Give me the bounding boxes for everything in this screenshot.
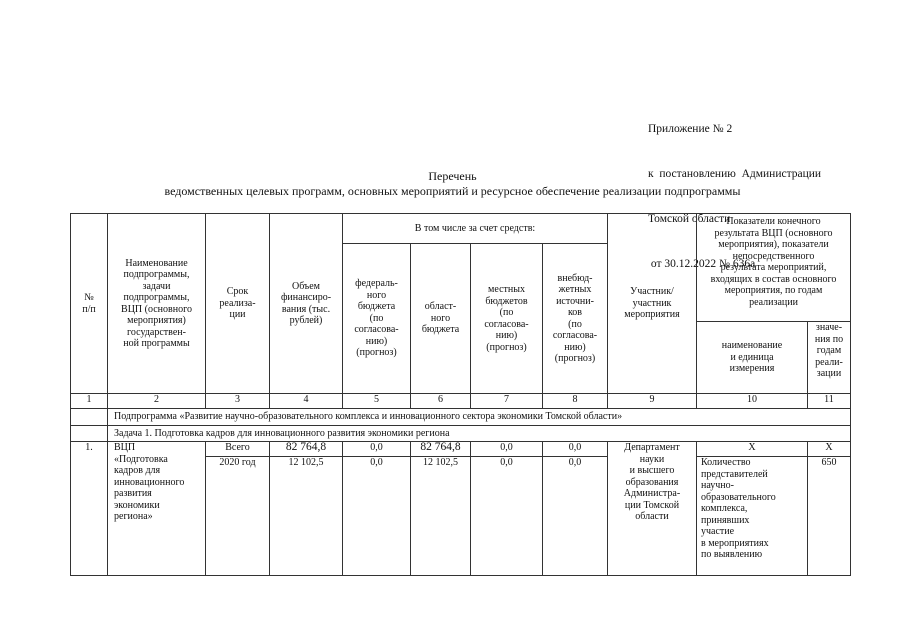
header-term: Срок реализа- ции (206, 214, 270, 394)
indicator-name-2020: Количество представителей научно- образовательного комплекса, принявших участие в мероприятиях по выявлению (697, 457, 808, 576)
column-number: 3 (206, 394, 270, 409)
column-number: 10 (697, 394, 808, 409)
row-number: 1. (71, 442, 108, 576)
header-num: № п/п (71, 214, 108, 394)
header-indicator-values: значе- ния по годам реали- зации (808, 322, 851, 394)
column-number: 9 (608, 394, 697, 409)
column-number: 2 (108, 394, 206, 409)
subprogram-row (71, 409, 851, 426)
subprogram-title: Подпрограмма «Развитие научно-образовательного комплекса и инновационного сектора экономики Томской области» (108, 409, 851, 426)
appendix-line-2: к постановлению Администрации (648, 168, 822, 180)
programs-table (70, 213, 851, 576)
regional-total: 82 764,8 (411, 442, 471, 457)
term-total: Всего (206, 442, 270, 457)
header-participant: Участник/ участник мероприятия (608, 214, 697, 394)
column-number: 7 (471, 394, 543, 409)
task-row (71, 426, 851, 442)
header-federal: федераль- ного бюджета (по согласова- нию) (прогноз) (343, 244, 411, 394)
local-total: 0,0 (471, 442, 543, 457)
header-extra: внебюд- жетных источни- ков (по согласова- нию) (прогноз) (543, 244, 608, 394)
row-program-name: ВЦП «Подготовка кадров для инновационного развития экономики региона» (108, 442, 206, 576)
federal-total: 0,0 (343, 442, 411, 457)
column-number-row (71, 394, 851, 409)
title-line-2: ведомственных целевых программ, основных мероприятий и ресурсное обеспечение реализации подпрограммы (164, 184, 741, 198)
header-indicator-name: наименование и единица измерения (697, 322, 808, 394)
extra-total: 0,0 (543, 442, 608, 457)
column-number: 5 (343, 394, 411, 409)
header-row-1 (71, 214, 851, 244)
subprogram-num-cell (71, 409, 108, 426)
column-number: 8 (543, 394, 608, 409)
volume-2020: 12 102,5 (270, 457, 343, 576)
term-2020: 2020 год (206, 457, 270, 576)
local-2020: 0,0 (471, 457, 543, 576)
volume-total: 82 764,8 (270, 442, 343, 457)
document-title (0, 169, 905, 199)
header-volume: Объем финансиро- вания (тыс. рублей) (270, 214, 343, 394)
column-number: 4 (270, 394, 343, 409)
task-num-cell (71, 426, 108, 442)
header-name: Наименование подпрограммы, задачи подпрограммы, ВЦП (основного мероприятия) государствен- ной программы (108, 214, 206, 394)
column-number: 1 (71, 394, 108, 409)
column-number: 6 (411, 394, 471, 409)
column-number: 11 (808, 394, 851, 409)
table-row (71, 442, 851, 457)
indicator-value-2020: 650 (808, 457, 851, 576)
indicator-value-total: Х (808, 442, 851, 457)
indicator-name-total: Х (697, 442, 808, 457)
extra-2020: 0,0 (543, 457, 608, 576)
task-title: Задача 1. Подготовка кадров для инновационного развития экономики региона (108, 426, 851, 442)
appendix-line-4: от 30.12.2022 № 636а (648, 258, 756, 270)
header-regional: област- ного бюджета (411, 244, 471, 394)
federal-2020: 0,0 (343, 457, 411, 576)
title-line-1: Перечень (428, 169, 477, 183)
header-indicators-group: Показатели конечного результата ВЦП (основного мероприятия), показатели непосредственного результата мероприятий, входящих в состав основного мероприятия, по годам реализации (697, 214, 851, 322)
appendix-line-3: Томской области (648, 213, 731, 225)
appendix-line-1: Приложение № 2 (648, 123, 733, 135)
header-local: местных бюджетов (по согласова- нию) (прогноз) (471, 244, 543, 394)
regional-2020: 12 102,5 (411, 457, 471, 576)
row-participant: Департамент науки и высшего образования Администра- ции Томской области (608, 442, 697, 576)
header-sources-group: В том числе за счет средств: (343, 214, 608, 244)
